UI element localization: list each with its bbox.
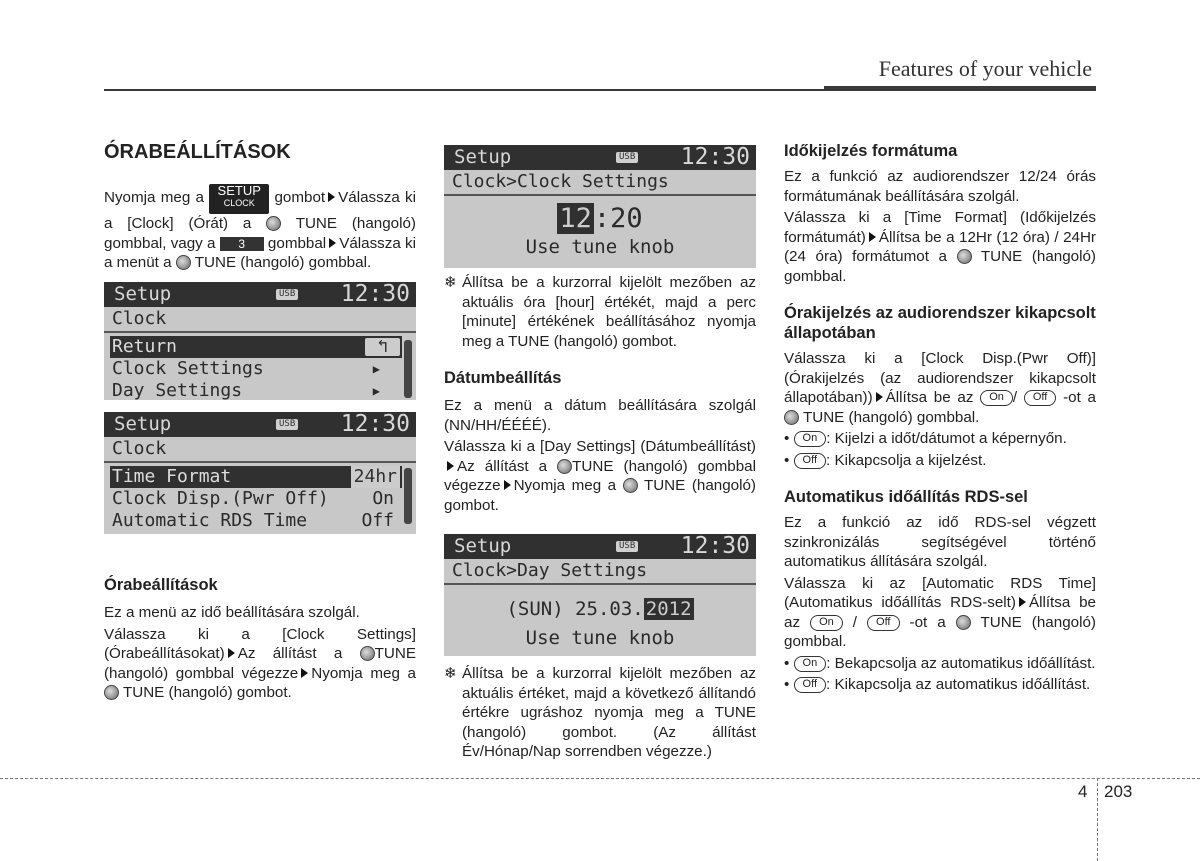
text: Állítsa be az [885,389,974,406]
lcd-hint: Use tune knob [525,236,675,258]
bullet-item: • Off : Kikapcsolja az automatikus időállítást. [784,676,1091,693]
slash: / [1012,389,1018,406]
text: Válassza ki a [Clock Disp.(Pwr Off)] (Órakijelzés (az audiorendszer kikapcsolt állapotában)) [784,350,1096,406]
lcd-time: 12:30 [680,534,750,559]
text: Állítsa be az [784,594,1096,631]
arrow-right-icon [504,480,511,490]
usb-badge: USB [276,419,298,430]
lcd-title-bar [104,412,416,437]
sub-heading: Órabeállítások [104,576,218,594]
setup-key-label: SETUP [217,183,261,198]
lcd-colon: : [593,203,611,234]
paragraph [784,574,1096,652]
lcd-item-label: Automatic RDS Time [112,510,308,531]
tune-knob-icon [557,459,572,474]
lcd-item-value: On [372,488,394,509]
column-2-lower [444,664,756,764]
setup-clock-key [209,184,269,214]
lcd-item-label: Clock Settings [112,358,264,379]
lcd-minute-field[interactable]: 20 [610,203,643,234]
tune-knob-icon [360,646,375,661]
column-3 [784,141,1096,697]
on-key: On [810,615,843,631]
arrow-right-icon [328,192,335,202]
lcd-time-editor[interactable] [444,204,756,234]
paragraph: Ez a funkció az audiorendszer 12/24 órás formátumának beállítására szolgál. [784,168,1096,205]
intro-text: Válassza ki a menüt a [104,234,417,271]
usb-badge: USB [616,152,638,163]
lcd-title: Setup [454,146,512,168]
intro-text: gombbal [267,234,327,252]
lcd-item-value: Off [361,510,394,531]
bullet-item: • On : Kijelzi a időt/dátumot a képernyőn. [784,430,1067,447]
text: Válassza ki az [Automatic RDS Time] (Automatikus időállítás RDS-selt) [784,574,1096,611]
paragraph: Ez a menü a dátum beállítására szolgál (NN/HH/ÉÉÉÉ). [444,397,756,434]
lcd-item-label: Return [112,336,178,357]
chapter-number: 4 [1078,782,1088,801]
note-asterisk-icon: ❄ [444,665,457,682]
arrow-right-icon [301,668,308,678]
paragraph [444,437,756,515]
lcd-time: 12:30 [340,282,410,307]
lcd-item-clock-settings[interactable] [104,358,416,380]
lcd-time: 12:30 [340,412,410,437]
lcd-item-auto-rds[interactable] [104,510,416,532]
lcd-hour-field[interactable]: 12 [559,203,592,234]
lcd-title: Setup [114,413,172,435]
sub-heading: Dátumbeállítás [444,369,562,387]
note-text: Állítsa be a kurzorral kijelölt mezőben az aktuális óra [hour] értékét, majd a perc [minute] értékének beállításához nyomja meg a TUNE (hangoló) gombot. [462,274,756,350]
intro-text: Nyomja meg a [104,189,204,206]
text: TUNE (hangoló) gombbal. [784,248,1096,285]
sub-heading-rds: Automatikus időállítás RDS-sel [784,488,1028,506]
lcd-item-day-settings[interactable] [104,380,416,400]
text: Válassza ki a [Day Settings] (Dátumbeállítást) [444,438,756,455]
off-key: Off [1024,390,1056,406]
lcd-title-bar [444,534,756,559]
tune-knob-icon [176,255,191,270]
usb-badge: USB [276,289,298,300]
text: TUNE (hangoló) gombbal végezze [104,645,416,682]
lcd-item-label: Day Settings [112,380,243,400]
paragraph [784,349,1096,427]
text: Állítsa be a 12Hr (12 óra) / 24Hr (24 óra) formátumot a [784,228,1096,265]
on-key: On [794,656,827,672]
tune-knob-icon [957,249,972,264]
note-asterisk-icon: ❄ [444,274,457,291]
text: : Kijelzi a időt/dátumot a képernyőn. [826,430,1067,447]
paragraph: Ez a funkció az idő RDS-sel végzett szinkronizálás segítségével történő automatikus állítására szolgál. [784,514,1096,570]
column-2 [444,273,756,517]
lcd-breadcrumb: Clock [104,437,416,463]
clock-key-label: CLOCK [223,198,255,208]
intro-text: TUNE (hangoló) gombbal. [194,254,372,271]
bullet-item: • Off : Kikapcsolja a kijelzést. [784,451,987,469]
lcd-title-bar [444,145,756,170]
text: Nyomja meg a [513,477,617,494]
text: TUNE (hangoló) gombot. [444,477,756,514]
sub-heading-format: Időkijelzés formátuma [784,142,958,160]
text: Az állítást a [457,457,548,475]
sub-heading-disp: Órakijelzés az audiorendszer kikapcsolt állapotában [784,304,1096,342]
tune-knob-icon [266,216,281,231]
lcd-breadcrumb: Clock>Day Settings [444,559,756,585]
slash: / [852,613,857,631]
section-heading: ÓRABEÁLLÍTÁSOK [104,141,291,163]
on-key: On [980,390,1013,406]
arrow-right-icon [447,461,454,471]
paragraph: Ez a menü az idő beállítására szolgál. [104,604,360,621]
text: TUNE (hangoló) gombbal. [802,408,980,426]
on-key: On [794,431,827,447]
text: TUNE (hangoló) gombbal végezze [444,457,756,494]
lcd-hint: Use tune knob [525,627,675,649]
intro-paragraph [104,184,416,273]
text: : Kikapcsolja a kijelzést. [826,451,987,469]
lcd-screen-clock-menu [104,282,416,400]
lcd-item-clock-disp[interactable] [104,488,416,510]
tune-knob-icon [956,615,971,630]
chevron-right-icon: ▶ [372,384,380,398]
lcd-title: Setup [454,535,512,557]
lcd-item-return[interactable] [110,336,402,358]
footer-rule [0,778,1200,779]
text: Válassza ki a [Clock Settings] (Órabeállításokat) [104,625,416,662]
text: : Kikapcsolja az automatikus időállítást. [826,676,1091,693]
lcd-scrollbar[interactable] [404,340,412,398]
chevron-right-icon: ▶ [372,362,380,376]
lcd-item-value: 24hr [351,466,400,488]
paragraph [784,208,1096,286]
intro-text: gombot [274,189,326,206]
tune-knob-icon [784,410,799,425]
number-key-3: 3 [220,237,264,251]
paragraph [104,625,416,703]
note-text: Állítsa be a kurzorral kijelölt mezőben az aktuális értéket, majd a következő állítandó értékre ugráshoz nyomja meg a TUNE (hangoló) gombot. (Az állítást Év/Hónap/Nap sorrendben végezze.) [462,665,756,760]
lcd-breadcrumb: Clock [104,307,416,333]
return-icon: ↰ [365,338,400,356]
page-header-title: Features of your vehicle [878,56,1092,81]
lcd-screen-clock-options [104,412,416,534]
lcd-title: Setup [114,283,172,305]
text: Válassza ki a [Time Format] (Időkijelzés formátumát) [784,209,1096,246]
lcd-screen-day-settings [444,534,756,656]
note [444,273,756,351]
column-1 [104,140,416,275]
text: Az állítást a [237,645,343,662]
footer-divider [1097,778,1098,861]
text: TUNE (hangoló) gombot. [122,684,292,701]
lcd-item-label: Time Format [112,466,232,487]
lcd-breadcrumb: Clock>Clock Settings [444,170,756,196]
lcd-date-text: (SUN) 25.03. [506,598,644,620]
note [444,664,756,762]
lcd-scrollbar[interactable] [404,468,412,524]
text: Nyomja meg a [311,664,416,682]
lcd-year-field[interactable]: 2012 [645,598,692,620]
text: TUNE (hangoló) gombbal. [784,613,1096,650]
header-rule [104,89,1096,91]
off-key: Off [794,453,826,469]
off-key: Off [867,615,899,631]
text: : Bekapcsolja az automatikus időállítást. [826,654,1096,672]
off-key: Off [794,677,826,693]
tune-knob-icon [623,478,638,493]
intro-text: TUNE (hangoló) gombbal, vagy a [104,215,416,252]
arrow-right-icon [869,232,876,242]
column-1-lower [104,575,416,705]
arrow-right-icon [1019,597,1026,607]
arrow-right-icon [329,238,336,248]
lcd-item-label: Clock Disp.(Pwr Off) [112,488,329,509]
text: -ot a [1063,389,1097,406]
tune-knob-icon [104,685,119,700]
text: -ot a [909,613,946,631]
lcd-title-bar [104,282,416,307]
lcd-date-editor[interactable] [444,597,756,621]
arrow-right-icon [876,392,883,402]
lcd-item-time-format[interactable] [110,466,402,488]
lcd-time: 12:30 [680,145,750,170]
lcd-screen-clock-settings [444,145,756,268]
usb-badge: USB [616,541,638,552]
arrow-right-icon [228,648,235,658]
page-number: 203 [1104,782,1133,801]
bullet-item: • On : Bekapcsolja az automatikus időállítást. [784,654,1096,672]
intro-text: Válassza ki a [Clock] (Órát) a [104,189,416,232]
